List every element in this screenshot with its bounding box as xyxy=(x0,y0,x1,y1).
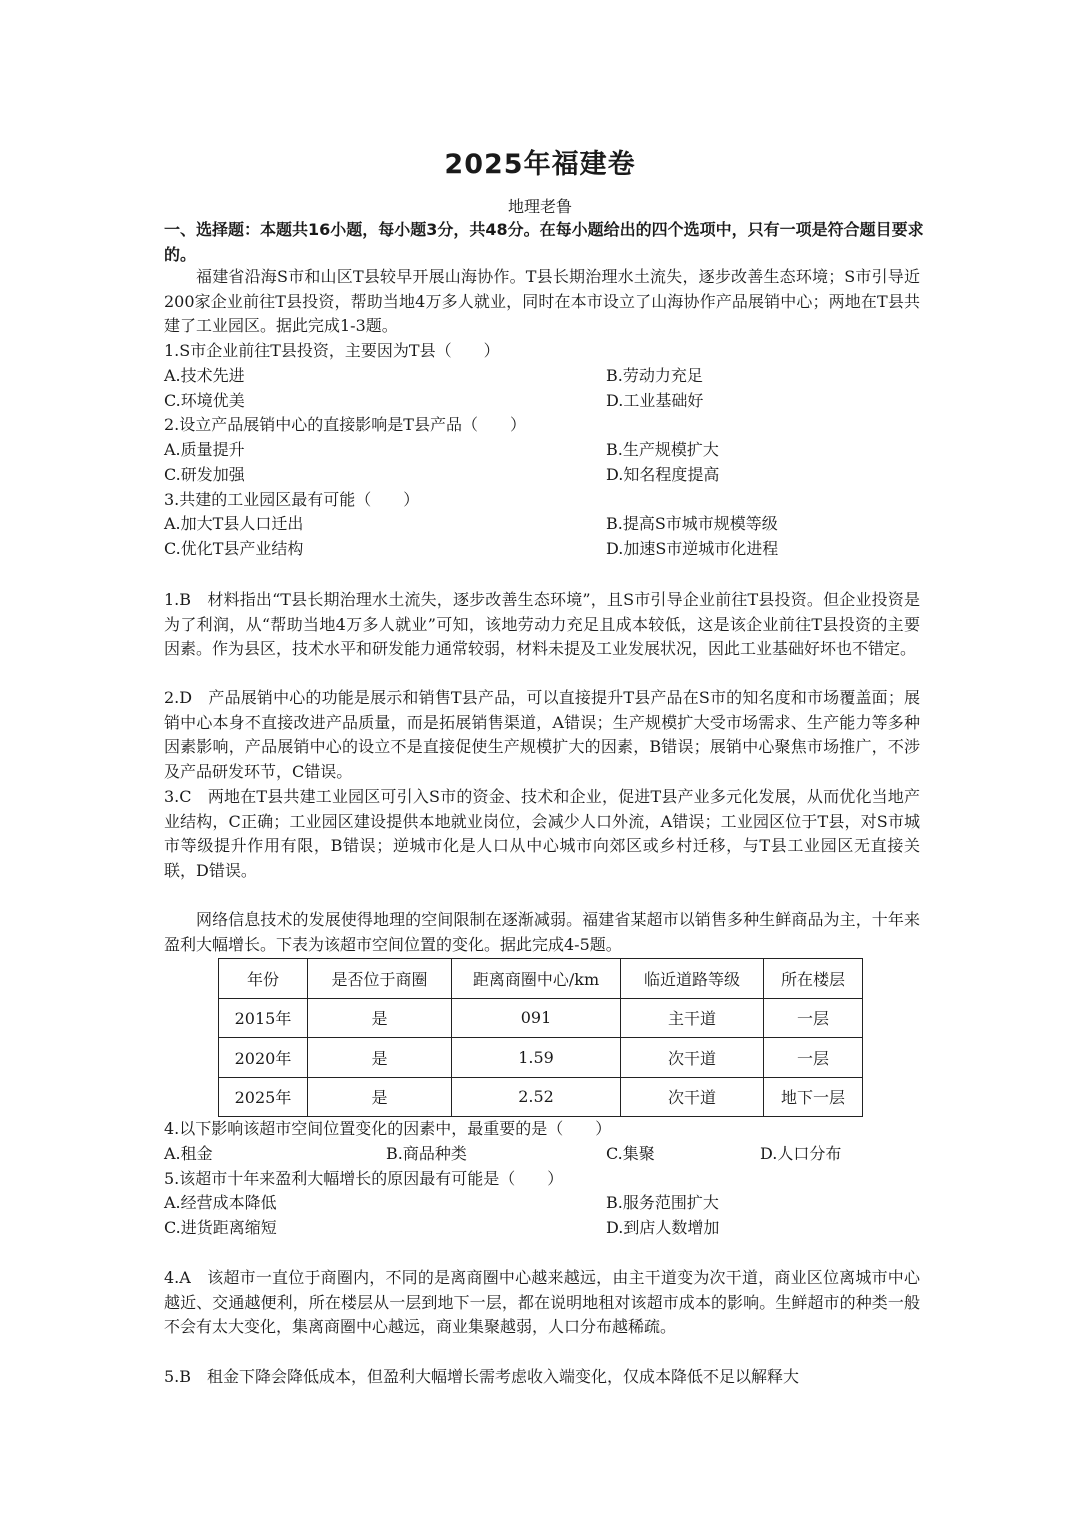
table-cell: 091 xyxy=(452,998,621,1038)
section-heading: 一、选择题：本题共16小题，每小题3分，共48分。在每小题给出的四个选项中，只有一项是符合题目要求的。 xyxy=(164,220,924,264)
answer-3: 3.C 两地在T县共建工业园区可引入S市的资金、技术和企业，促进T县产业多元化发展，从而优化当地产业结构，C正确；工业园区建设提供本地就业岗位，会减少人口外流，A错误；工业园区位于T县，对S市城市等级提升作用有限，B错误；逆城市化是人口从中心城市向郊区或乡村迁移，与T县工业园区无直接关联，D错误。 xyxy=(164,787,920,881)
question-3-option-b: B.提高S市城市规模等级 xyxy=(606,514,778,533)
question-2-option-b: B.生产规模扩大 xyxy=(606,440,719,459)
page-title: 2025年福建卷 xyxy=(444,149,636,180)
table-cell: 1.59 xyxy=(452,1038,621,1078)
question-1-stem: 1.S市企业前往T县投资，主要因为T县（ ） xyxy=(164,341,500,360)
question-5-stem: 5.该超市十年来盈利大幅增长的原因最有可能是（ ） xyxy=(164,1169,564,1188)
table-cell: 2.52 xyxy=(452,1077,621,1117)
table-cell: 次干道 xyxy=(621,1077,764,1117)
question-5-option-b: B.服务范围扩大 xyxy=(606,1193,719,1212)
table-header-cell: 距离商圈中心/km xyxy=(452,959,621,999)
question-5-option-a: A.经营成本降低 xyxy=(164,1193,277,1212)
question-3-option-d: D.加速S市逆城市化进程 xyxy=(606,539,779,558)
question-3-option-a: A.加大T县人口迁出 xyxy=(164,514,304,533)
table-cell: 是 xyxy=(308,1038,452,1078)
table-cell: 2020年 xyxy=(219,1038,308,1078)
question-2-option-d: D.知名程度提高 xyxy=(606,465,720,484)
material-paragraph-2: 网络信息技术的发展使得地理的空间限制在逐渐减弱。福建省某超市以销售多种生鲜商品为主，十年来盈利大幅增长。下表为该超市空间位置的变化。据此完成4-5题。 xyxy=(164,910,920,954)
table-header-cell: 是否位于商圈 xyxy=(308,959,452,999)
question-5-option-c: C.进货距离缩短 xyxy=(164,1218,277,1237)
answer-4: 4.A 该超市一直位于商圈内，不同的是离商圈中心越来越远，由主干道变为次干道，商业区位离城市中心越近、交通越便利，所在楼层从一层到地下一层，都在说明地租对该超市成本的影响。生鲜超市的种类一般不会有太大变化，集离商圈中心越远，商业集聚越弱，人口分布越稀疏。 xyxy=(164,1268,920,1337)
table-cell: 主干道 xyxy=(621,998,764,1038)
author-name: 地理老鲁 xyxy=(507,197,572,216)
table-cell: 2025年 xyxy=(219,1077,308,1117)
table-row xyxy=(219,1077,863,1117)
question-4-stem: 4.以下影响该超市空间位置变化的因素中，最重要的是（ ） xyxy=(164,1119,612,1138)
table-cell: 一层 xyxy=(764,1038,863,1078)
answer-2: 2.D 产品展销中心的功能是展示和销售T县产品，可以直接提升T县产品在S市的知名度和市场覆盖面；展销中心本身不直接改进产品质量，而是拓展销售渠道，A错误；生产规模扩大受市场需求、生产能力等多种因素影响，产品展销中心的设立不是直接促使生产规模扩大的因素，B错误；展销中心聚焦市场推广，不涉及产品研发环节，C错误。 xyxy=(164,688,920,782)
question-2-option-c: C.研发加强 xyxy=(164,465,245,484)
table-cell: 地下一层 xyxy=(764,1077,863,1117)
question-1-option-a: A.技术先进 xyxy=(164,366,245,385)
table-cell: 是 xyxy=(308,998,452,1038)
question-2-stem: 2.设立产品展销中心的直接影响是T县产品（ ） xyxy=(164,415,526,434)
table-cell: 次干道 xyxy=(621,1038,764,1078)
question-4-option-a: A.租金 xyxy=(164,1144,213,1163)
question-1-option-b: B.劳动力充足 xyxy=(606,366,703,385)
table-cell: 一层 xyxy=(764,998,863,1038)
table-header-cell: 所在楼层 xyxy=(764,959,863,999)
question-5-option-d: D.到店人数增加 xyxy=(606,1218,720,1237)
material-paragraph-1: 福建省沿海S市和山区T县较早开展山海协作。T县长期治理水土流失，逐步改善生态环境；S市引导近200家企业前往T县投资，帮助当地4万多人就业，同时在本市设立了山海协作产品展销中心；两地在T县共建了工业园区。据此完成1-3题。 xyxy=(164,267,920,336)
answer-5: 5.B 租金下降会降低成本，但盈利大幅增长需考虑收入端变化，仅成本降低不足以解释大 xyxy=(164,1367,800,1386)
table-cell: 是 xyxy=(308,1077,452,1117)
question-4-option-d: D.人口分布 xyxy=(760,1144,842,1163)
table-cell: 2015年 xyxy=(219,998,308,1038)
question-3-stem: 3.共建的工业园区最有可能（ ） xyxy=(164,490,420,509)
table-header-cell: 年份 xyxy=(219,959,308,999)
question-3-option-c: C.优化T县产业结构 xyxy=(164,539,304,558)
question-4-option-b: B.商品种类 xyxy=(386,1144,467,1163)
question-4-option-c: C.集聚 xyxy=(606,1144,655,1163)
question-1-option-d: D.工业基础好 xyxy=(606,391,704,410)
answer-1: 1.B 材料指出“T县长期治理水土流失，逐步改善生态环境”，且S市引导企业前往T县投资。但企业投资是为了利润，从“帮助当地4万多人就业”可知，该地劳动力充足且成本较低，这是该企业前往T县投资的主要因素。作为县区，技术水平和研发能力通常较弱，材料未提及工业发展状况，因此工业基础好坏也不错定。 xyxy=(164,590,920,659)
table-header-cell: 临近道路等级 xyxy=(621,959,764,999)
table-header-row xyxy=(219,959,863,999)
question-2-option-a: A.质量提升 xyxy=(164,440,245,459)
table-row xyxy=(219,998,863,1038)
question-1-option-c: C.环境优美 xyxy=(164,391,245,410)
supermarket-location-table xyxy=(218,958,863,1117)
table-row xyxy=(219,1038,863,1078)
